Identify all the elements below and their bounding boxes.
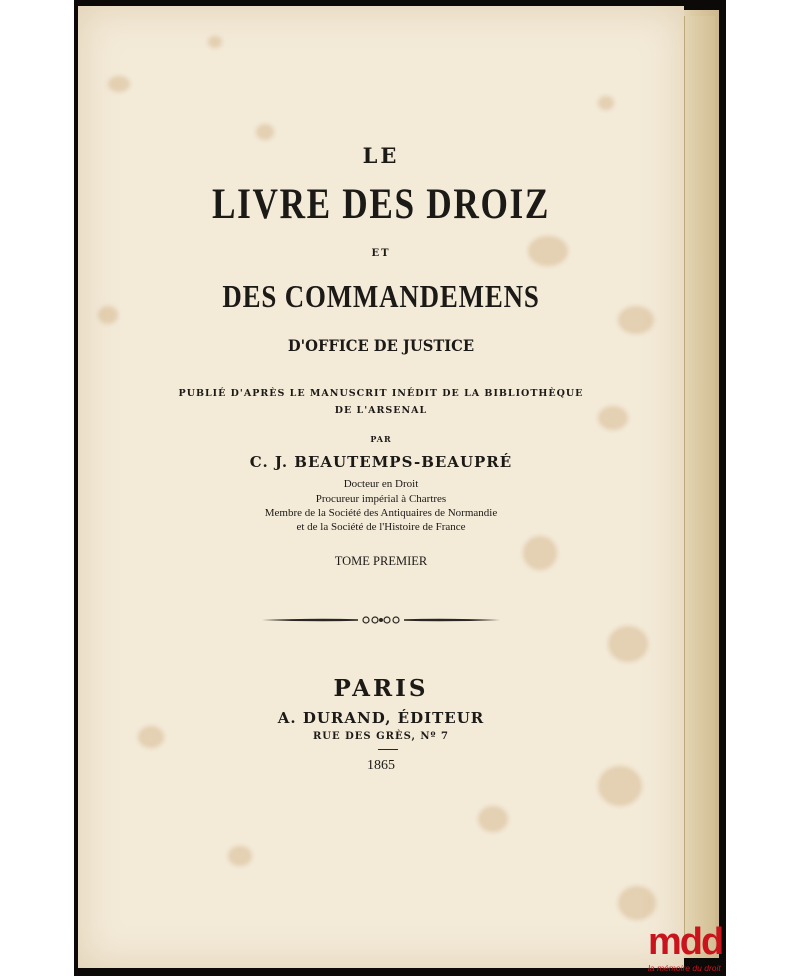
ornament-divider-icon bbox=[262, 613, 500, 627]
author-credential: Membre de la Société des Antiquaires de Normandie bbox=[264, 507, 498, 519]
title-conjunction: ET bbox=[371, 248, 391, 259]
title-article: LE bbox=[362, 143, 400, 168]
title-line-2: DES COMMANDEMENS bbox=[222, 278, 540, 314]
author-credential: Procureur impérial à Chartres bbox=[315, 493, 447, 505]
page-edge-inner bbox=[684, 16, 715, 952]
author-name: C. J. BEAUTEMPS-BEAUPRÉ bbox=[249, 453, 513, 471]
imprint-address: RUE DES GRÈS, Nº 7 bbox=[312, 731, 449, 742]
imprint-rule bbox=[378, 749, 398, 750]
logo-text: mdd bbox=[648, 921, 723, 963]
subtitle-line-2: DE L'ARSENAL bbox=[334, 405, 428, 416]
imprint-publisher: A. DURAND, ÉDITEUR bbox=[277, 709, 485, 727]
by-label: PAR bbox=[370, 434, 392, 444]
title-block bbox=[78, 0, 684, 976]
author-credential: et de la Société de l'Histoire de France bbox=[296, 521, 466, 533]
author-credential: Docteur en Droit bbox=[343, 478, 419, 490]
imprint-city: PARIS bbox=[333, 675, 429, 702]
title-line-3: D'OFFICE DE JUSTICE bbox=[287, 336, 475, 355]
title-line-1: LIVRE DES DROIZ bbox=[211, 181, 551, 228]
watermark-logo bbox=[648, 922, 758, 976]
volume-label: TOME PREMIER bbox=[334, 554, 428, 568]
subtitle-line-1: PUBLIÉ D'APRÈS LE MANUSCRIT INÉDIT DE LA BIBLIOTHÈQUE bbox=[178, 388, 584, 399]
imprint-year: 1865 bbox=[367, 758, 395, 773]
logo-tagline: la mémoire du droit bbox=[648, 963, 721, 973]
